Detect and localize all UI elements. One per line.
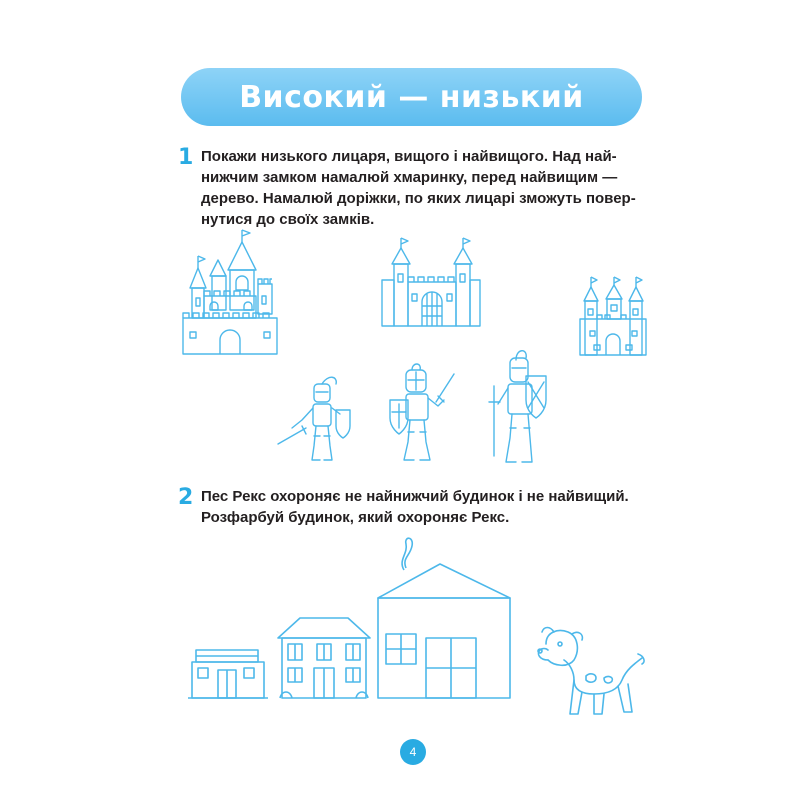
task-1-text: [201, 146, 636, 230]
short-knight-icon: [276, 370, 356, 464]
task-2-text: [201, 486, 629, 528]
task-1-line: дерево. Намалюй доріжки, по яких лицарі зможуть повер-: [201, 190, 636, 207]
task-1-number: 1: [178, 145, 194, 170]
task-2-number: 2: [178, 485, 194, 510]
task-2-line: Пес Рекс охороняє не найнижчий будинок і не найвищий.: [201, 488, 629, 505]
task-1-line: нутися до своїх замків.: [201, 211, 375, 228]
low-house-icon: [188, 644, 268, 700]
dog-rex-icon: [534, 624, 648, 720]
page-title: Високий — низький: [239, 79, 584, 115]
medium-house-icon: [274, 616, 374, 700]
page-number: 4: [400, 739, 426, 765]
small-castle-icon: [578, 275, 648, 357]
medium-castle-icon: [380, 236, 480, 328]
task-2-line: Розфарбуй будинок, який охороняє Рекс.: [201, 509, 510, 526]
tall-knight-icon: [486, 346, 550, 466]
medium-knight-icon: [386, 360, 458, 464]
large-castle-icon: [180, 228, 280, 356]
tall-house-icon: [374, 534, 514, 700]
task-1-line: Покажи низького лицаря, вищого і найвищого. Над най-: [201, 148, 617, 165]
task-1-line: нижчим замком намалюй хмаринку, перед найвищим —: [201, 169, 618, 186]
title-banner: [181, 68, 642, 126]
